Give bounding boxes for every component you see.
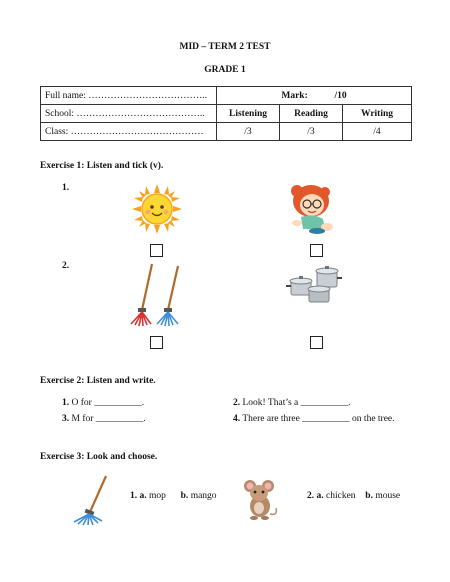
writing-score: /4 xyxy=(343,123,412,141)
exercise2-item-3 xyxy=(62,414,146,424)
tick-box-girl[interactable] xyxy=(310,244,323,257)
girl-icon xyxy=(287,183,339,235)
mop-icon xyxy=(70,474,112,526)
option-a-text[interactable]: chicken xyxy=(323,491,356,501)
option-a-label[interactable]: a. xyxy=(139,491,147,501)
question-number: 2. xyxy=(307,491,315,501)
school-field[interactable]: School: ………………………………….. xyxy=(41,105,217,123)
option-b-text[interactable]: mango xyxy=(188,491,217,501)
test-title: MID – TERM 2 TEST xyxy=(179,42,271,52)
reading-score: /3 xyxy=(280,123,343,141)
option-a-text[interactable]: mop xyxy=(146,491,166,501)
item-number: 1. xyxy=(62,398,70,408)
pots-icon xyxy=(285,265,343,305)
full-name-field[interactable]: Full name: ……………………………….. xyxy=(41,87,217,105)
mouse-icon xyxy=(242,478,278,520)
mark-label: Mark: xyxy=(281,90,308,101)
exercise3-q1 xyxy=(130,491,217,501)
sun-icon xyxy=(132,184,182,234)
item-text: O for __________. xyxy=(69,398,145,408)
tick-box-mops[interactable] xyxy=(150,336,163,349)
reading-header: Reading xyxy=(280,105,343,123)
option-b-text[interactable]: mouse xyxy=(372,491,401,501)
writing-header: Writing xyxy=(343,105,412,123)
option-a-label[interactable]: a. xyxy=(316,491,324,501)
grade-title: GRADE 1 xyxy=(204,65,246,75)
tick-box-pots[interactable] xyxy=(310,336,323,349)
item-number: 3. xyxy=(62,414,70,424)
exercise1-q2-number: 2. xyxy=(62,261,70,271)
item-number: 4. xyxy=(233,414,241,424)
exercise2-item-4 xyxy=(233,414,395,424)
student-info-table xyxy=(40,86,412,141)
exercise2-item-1 xyxy=(62,398,144,408)
mops-icon xyxy=(128,262,184,328)
mark-cell xyxy=(217,87,412,105)
exercise3-title: Exercise 3: Look and choose. xyxy=(40,452,158,462)
listening-header: Listening xyxy=(217,105,280,123)
exercise2-title: Exercise 2: Listen and write. xyxy=(40,376,156,386)
exercise2-item-2 xyxy=(233,398,351,408)
class-field[interactable]: Class: …………………………………… xyxy=(41,123,217,141)
listening-score: /3 xyxy=(217,123,280,141)
exercise3-q2 xyxy=(307,491,400,501)
option-b-label[interactable]: b. xyxy=(365,491,373,501)
item-text: Look! That’s a __________. xyxy=(240,398,351,408)
option-b-label[interactable]: b. xyxy=(180,491,189,501)
tick-box-sun[interactable] xyxy=(150,244,163,257)
item-number: 2. xyxy=(233,398,241,408)
question-number: 1. xyxy=(130,491,138,501)
item-text: There are three __________ on the tree. xyxy=(240,414,395,424)
exercise1-title: Exercise 1: Listen and tick (v). xyxy=(40,161,164,171)
exercise1-q1-number: 1. xyxy=(62,183,70,193)
item-text: M for __________. xyxy=(69,414,146,424)
mark-total: /10 xyxy=(334,90,347,101)
